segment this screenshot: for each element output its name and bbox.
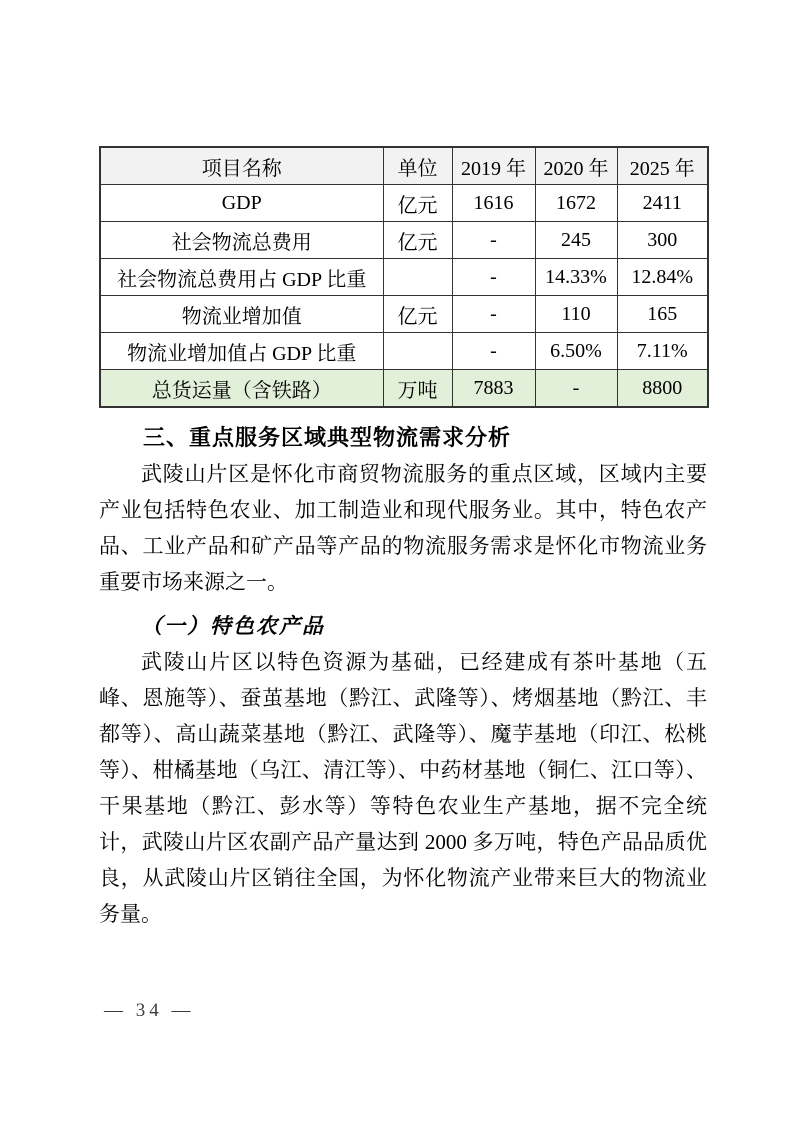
table-header-2025: 2025 年 — [617, 147, 708, 185]
table-cell: GDP — [100, 185, 383, 222]
table-cell: 物流业增加值占 GDP 比重 — [100, 333, 383, 370]
table-cell: 亿元 — [383, 296, 452, 333]
table-cell: 110 — [535, 296, 617, 333]
table-cell: 245 — [535, 222, 617, 259]
table-cell — [383, 259, 452, 296]
table-cell — [383, 333, 452, 370]
table-header-2020: 2020 年 — [535, 147, 617, 185]
table-cell: 7883 — [452, 370, 535, 408]
table-row-logistics-added-value — [100, 296, 708, 333]
logistics-indicators-table — [99, 146, 709, 408]
page-number: — 34 — — [104, 1000, 195, 1021]
table-row-added-value-gdp-ratio — [100, 333, 708, 370]
table-cell: 亿元 — [383, 185, 452, 222]
table-cell: - — [452, 222, 535, 259]
table-row-total-logistics-cost — [100, 222, 708, 259]
table-cell: 社会物流总费用占 GDP 比重 — [100, 259, 383, 296]
section-heading: 三、重点服务区域典型物流需求分析 — [143, 425, 512, 450]
table-cell: 2411 — [617, 185, 708, 222]
table-cell: 亿元 — [383, 222, 452, 259]
table-header-2019: 2019 年 — [452, 147, 535, 185]
table-row-gdp — [100, 185, 708, 222]
table-row-cost-gdp-ratio — [100, 259, 708, 296]
table-cell: 8800 — [617, 370, 708, 408]
paragraph-agri-bases: 武陵山片区以特色资源为基础，已经建成有茶叶基地（五峰、恩施等）、蚕茧基地（黔江、武隆等）、烤烟基地（黔江、丰都等）、高山蔬菜基地（黔江、武隆等）、魔芋基地（印江、松桃等）、柑橘基地（乌江、清江等）、中药材基地（铜仁、江口等）、干果基地（黔江、彭水等）等特色农业生产基地，据不完全统计，武陵山片区农副产品产量达到 2000 多万吨，特色产品品质优良，从武陵山片区销往全国，为怀化物流产业带来巨大的物流业务量。 — [99, 650, 707, 926]
table-cell: 12.84% — [617, 259, 708, 296]
table-cell: - — [452, 296, 535, 333]
table-cell: 社会物流总费用 — [100, 222, 383, 259]
table-cell: 1616 — [452, 185, 535, 222]
table-cell: - — [535, 370, 617, 408]
table-cell: 300 — [617, 222, 708, 259]
table-header-row — [100, 147, 708, 185]
table-cell: 1672 — [535, 185, 617, 222]
table-cell: 6.50% — [535, 333, 617, 370]
table-cell: 总货运量（含铁路） — [100, 370, 383, 408]
table-cell: - — [452, 333, 535, 370]
table-header-unit: 单位 — [383, 147, 452, 185]
table-cell: - — [452, 259, 535, 296]
paragraph-region-overview: 武陵山片区是怀化市商贸物流服务的重点区域，区域内主要产业包括特色农业、加工制造业和现代服务业。其中，特色农产品、工业产品和矿产品等产品的物流服务需求是怀化市物流业务重要市场来源之一。 — [99, 462, 707, 594]
table-row-total-freight-highlighted — [100, 370, 708, 408]
table-cell: 万吨 — [383, 370, 452, 408]
table-cell: 物流业增加值 — [100, 296, 383, 333]
table-header-item-name: 项目名称 — [100, 147, 383, 185]
page-content — [99, 146, 707, 932]
table-cell: 165 — [617, 296, 708, 333]
table-cell: 7.11% — [617, 333, 708, 370]
table-cell: 14.33% — [535, 259, 617, 296]
sub-heading-special-agri-products: （一）特色农产品 — [141, 614, 325, 638]
